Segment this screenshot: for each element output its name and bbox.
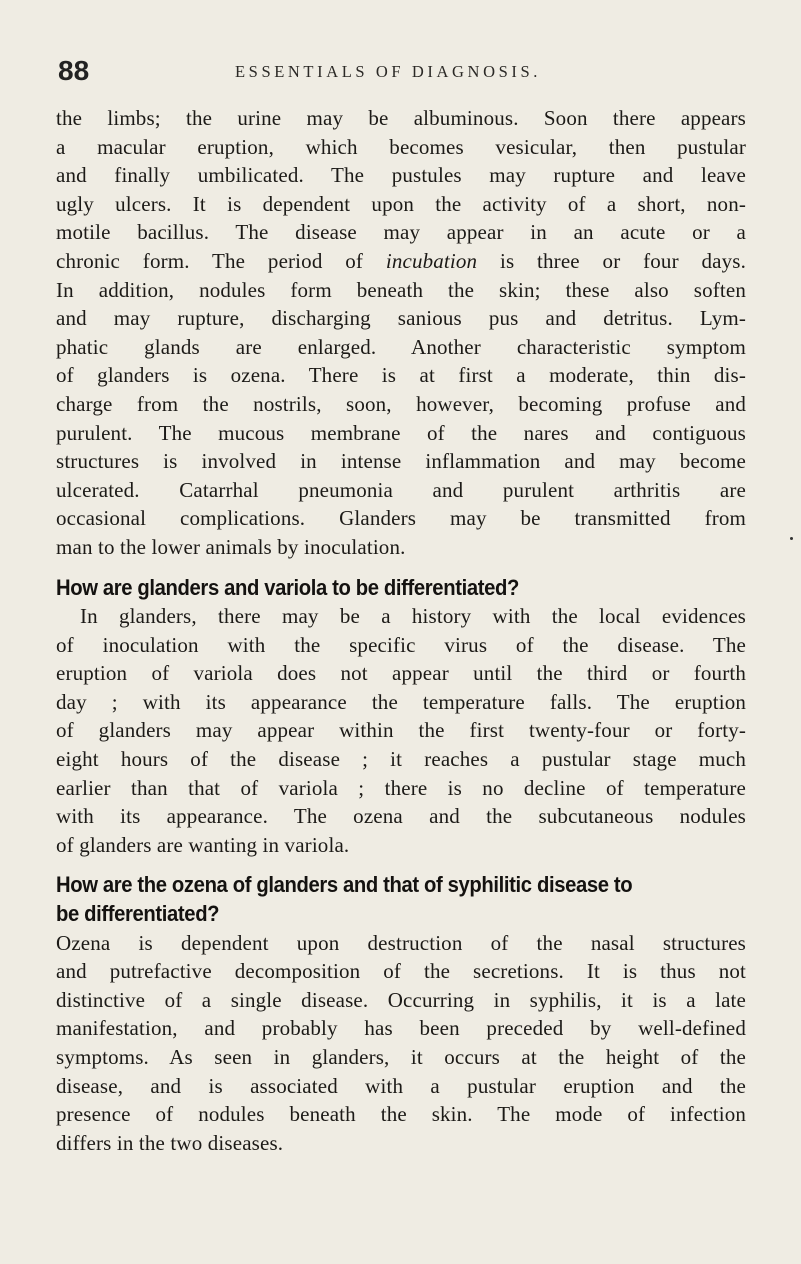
text-line: a macular eruption, which becomes vesicular, then pustular [56, 134, 746, 159]
text-line: of glanders are wanting in variola. [56, 832, 350, 857]
text-line: motile bacillus. The disease may appear in an acute or a [56, 220, 746, 245]
body-text [56, 104, 746, 1157]
section-heading-ozena: How are the ozena of glanders and that of syphilitic disease to [56, 872, 633, 898]
italic-term: incubation [385, 248, 478, 273]
text-line: In glanders, there may be a history with the local evidences [80, 604, 746, 629]
text-line: the limbs; the urine may be albuminous. Soon there appears [56, 106, 746, 130]
text-line: of inoculation with the specific virus of the disease. The [56, 632, 746, 657]
text-line: earlier than that of variola ; there is no decline of temperature [56, 775, 746, 800]
text-fragment: is three or four days. [477, 248, 747, 273]
running-title: ESSENTIALS OF DIAGNOSIS. [235, 62, 541, 81]
section-heading-ozena-continued: be differentiated? [56, 901, 220, 927]
text-fragment: chronic form. The period of [56, 248, 386, 273]
text-line: symptoms. As seen in glanders, it occurs at the height of the [56, 1045, 746, 1069]
margin-speck [790, 537, 793, 540]
text-line: with its appearance. The ozena and the subcutaneous nodules [56, 804, 746, 829]
text-line: eight hours of the disease ; it reaches a pustular stage much [56, 747, 746, 772]
text-line [56, 247, 746, 276]
text-line: Ozena is dependent upon destruction of the nasal structures [56, 930, 746, 955]
text-line: ulcerated. Catarrhal pneumonia and purulent arthritis are [56, 477, 746, 502]
text-line: differs in the two diseases. [56, 1130, 284, 1155]
text-line: man to the lower animals by inoculation. [56, 534, 406, 559]
text-line: structures is involved in intense inflammation and may become [56, 449, 746, 474]
text-line: purulent. The mucous membrane of the nares and contiguous [56, 420, 746, 445]
text-line: and putrefactive decomposition of the secretions. It is thus not [56, 959, 746, 984]
text-line: of glanders may appear within the first twenty-four or forty- [56, 718, 746, 743]
text-line: distinctive of a single disease. Occurring in syphilis, it is a late [56, 987, 746, 1012]
text-line: manifestation, and probably has been preceded by well-defined [56, 1016, 746, 1041]
text-line: presence of nodules beneath the skin. The mode of infection [56, 1102, 746, 1127]
text-line: occasional complications. Glanders may be transmitted from [56, 506, 746, 531]
text-line: of glanders is ozena. There is at first a moderate, thin dis- [56, 363, 746, 388]
text-line: day ; with its appearance the temperature falls. The eruption [56, 689, 746, 714]
text-line: In addition, nodules form beneath the skin; these also soften [56, 277, 746, 302]
paragraph-glanders-symptoms [56, 104, 746, 562]
text-line: ugly ulcers. It is dependent upon the activity of a short, non- [56, 191, 746, 216]
text-line: phatic glands are enlarged. Another characteristic symptom [56, 334, 746, 359]
text-line: disease, and is associated with a pustular eruption and the [56, 1073, 746, 1098]
text-line: charge from the nostrils, soon, however, becoming profuse and [56, 391, 746, 416]
paragraph-ozena [56, 929, 746, 1158]
paragraph-glanders-variola [56, 602, 746, 859]
page-number: 88 [58, 55, 90, 86]
text-line: and may rupture, discharging sanious pus and detritus. Lym- [56, 306, 746, 331]
running-head [58, 54, 778, 88]
section-heading-glanders-variola: How are glanders and variola to be differentiated? [56, 574, 519, 600]
text-line: and finally umbilicated. The pustules may rupture and leave [56, 163, 746, 188]
text-line: eruption of variola does not appear until the third or fourth [56, 661, 746, 686]
